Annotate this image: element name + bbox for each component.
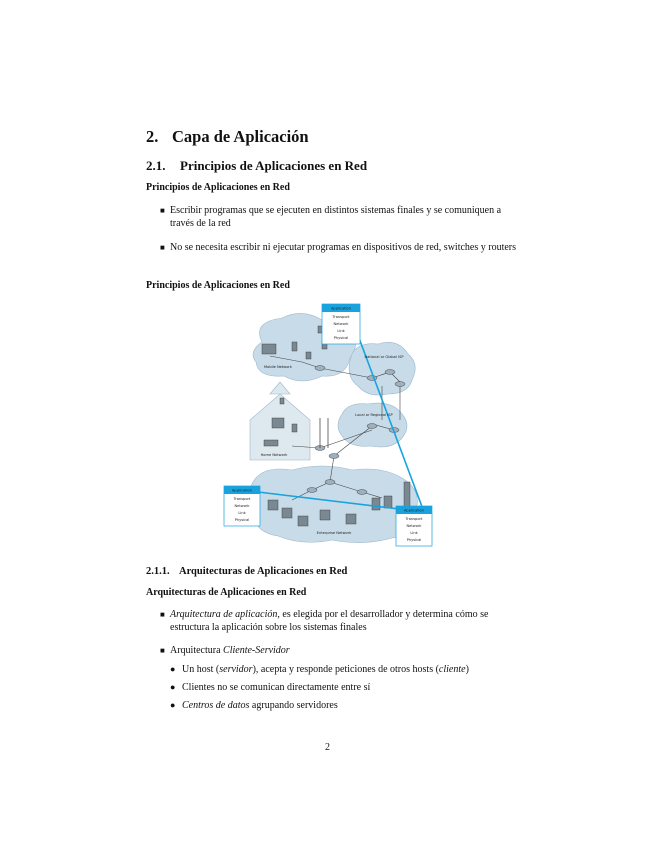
label-national-isp: National or Global ISP [364, 355, 404, 359]
label-home-network: Home Network [260, 453, 288, 457]
bullet-list-1 [146, 204, 516, 254]
stack-right-layer-4: Physical [406, 538, 422, 542]
stack-top-layer-2: Network [333, 322, 349, 326]
list-item: ● Centros de datos agrupando servidores [170, 700, 338, 711]
label-enterprise-network: Enterprise Network [316, 531, 352, 535]
stack-top-layer-4: Physical [333, 336, 349, 340]
bullet-icon: ■ [160, 206, 165, 215]
stack-top-layer-1: Transport [332, 315, 350, 319]
bullet-sublist [170, 663, 510, 712]
dot-bullet-icon: ● [170, 682, 176, 692]
list-item: ■ No se necesita escribir ni ejecutar programas en dispositivos de red, switches y routers [160, 242, 517, 253]
network-diagram-figure [222, 302, 434, 548]
bullet-icon: ■ [160, 243, 165, 252]
subsection-heading [146, 158, 367, 174]
stack-right-layer-0: Application [403, 508, 425, 513]
stack-top-layer-0: Application [330, 306, 352, 311]
stack-left-layer-0: Application [231, 488, 253, 493]
stack-left-layer-4: Physical [234, 518, 250, 522]
subsubsection-title: Arquitecturas de Aplicaciones en Red [179, 566, 348, 577]
stack-top-layer-3: Link [337, 329, 345, 333]
dot-bullet-icon: ● [170, 664, 176, 674]
paragraph-title-1: Principios de Aplicaciones en Red [146, 182, 290, 193]
section-number: 2. [146, 127, 159, 146]
paragraph-title-2: Principios de Aplicaciones en Red [146, 280, 290, 291]
section-heading [146, 127, 309, 147]
protocol-stack-top [322, 304, 360, 344]
list-item: ● Un host (servidor), acepta y responde peticiones de otros hosts (cliente) [170, 664, 469, 675]
list-item: ■ Arquitectura de aplicación, es elegida por el desarrollador y determina cómo se estructura la aplicación sobre los sistemas finales [160, 609, 489, 633]
section-title: Capa de Aplicación [172, 127, 309, 146]
label-mobile-network: Mobile Network [264, 365, 292, 369]
list-item: ■ Arquitectura Cliente-Servidor [160, 645, 290, 656]
stack-right-layer-3: Link [410, 531, 418, 535]
stack-right-layer-2: Network [406, 524, 422, 528]
bullet-list-3 [146, 608, 516, 657]
bullet-icon: ■ [160, 646, 165, 655]
stack-right-layer-1: Transport [405, 517, 423, 521]
label-local-isp: Local or Regional ISP [355, 413, 393, 417]
stack-left-layer-2: Network [234, 504, 250, 508]
list-item: ● Clientes no se comunican directamente entre sí [170, 682, 371, 693]
page-number: 2 [325, 742, 330, 753]
protocol-stack-right [396, 506, 432, 546]
subsubsection-number: 2.1.1. [146, 566, 170, 577]
list-item: ■ Escribir programas que se ejecuten en distintos sistemas finales y se comuniquen a través de la red [160, 205, 502, 229]
protocol-stack-left [224, 486, 260, 526]
subsection-title: Principios de Aplicaciones en Red [180, 158, 368, 173]
stack-left-layer-3: Link [238, 511, 246, 515]
paragraph-title-3: Arquitecturas de Aplicaciones en Red [146, 587, 307, 598]
subsubsection-heading [146, 566, 347, 577]
bullet-icon: ■ [160, 610, 165, 619]
dot-bullet-icon: ● [170, 700, 176, 710]
stack-left-layer-1: Transport [233, 497, 251, 501]
tower-icons [320, 418, 328, 448]
subsection-number: 2.1. [146, 158, 166, 173]
